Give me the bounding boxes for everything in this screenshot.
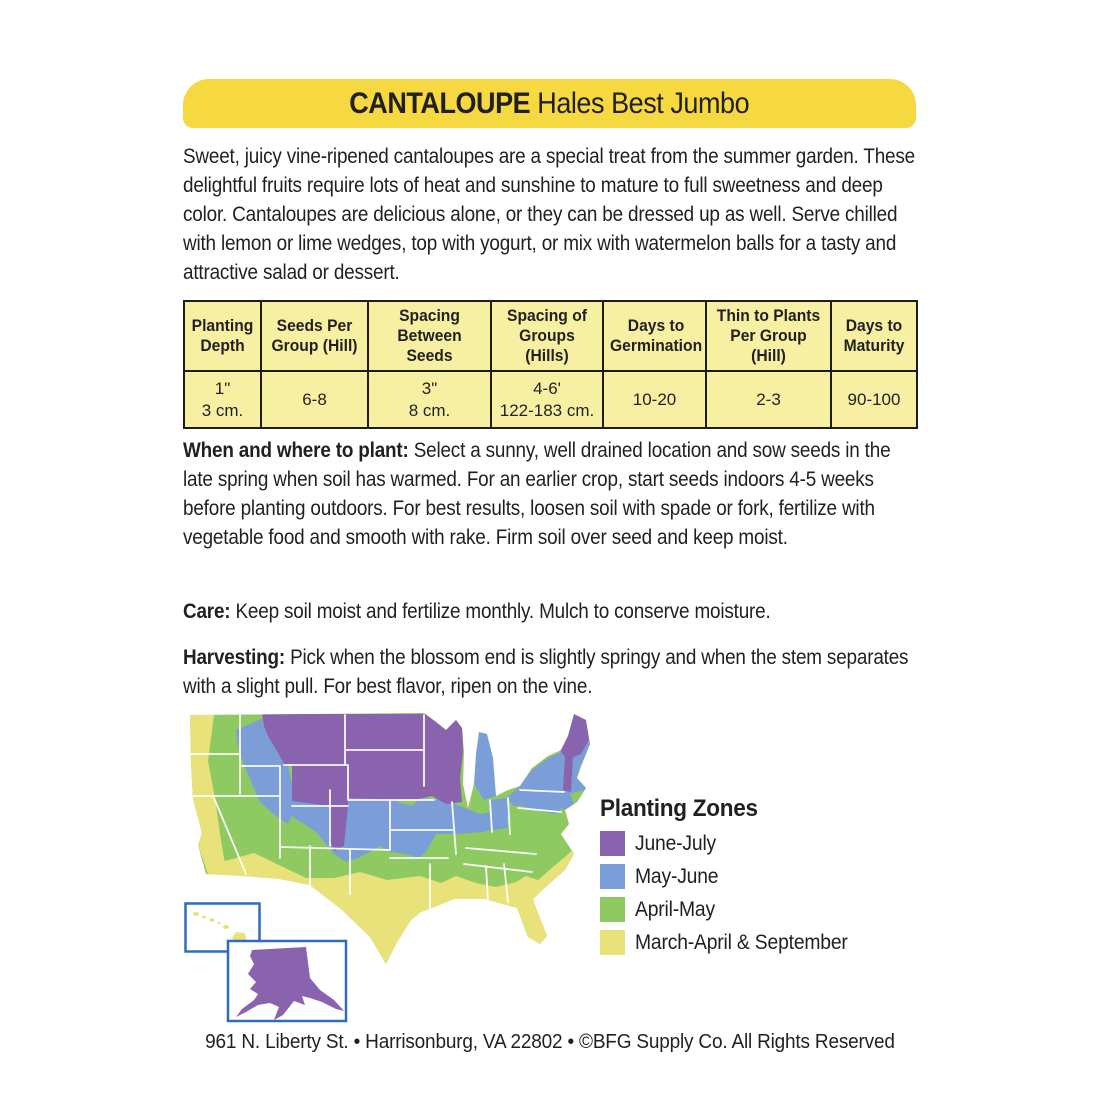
legend-label-april-may: April-May bbox=[635, 897, 715, 921]
care-paragraph: Care: Keep soil moist and fertilize monthly. Mulch to conserve moisture. bbox=[183, 600, 771, 623]
harvesting-paragraph: Harvesting: Pick when the blossom end is slightly springy and when the stem separates with a slight pull. For best flavor, ripen on the vine. bbox=[183, 646, 909, 698]
header-days-to-maturity: Days to Maturity bbox=[831, 301, 917, 371]
title-banner bbox=[183, 79, 916, 128]
legend-item-march-april-september bbox=[600, 930, 930, 955]
footer-address: 961 N. Liberty St. • Harrisonburg, VA 22802 • ©BFG Supply Co. All Rights Reserved bbox=[205, 1031, 895, 1053]
header-seeds-per-group: Seeds Per Group (Hill) bbox=[261, 301, 368, 371]
planting-info-table bbox=[183, 300, 918, 429]
when-where-to-plant-paragraph: When and where to plant: Select a sunny, well drained location and sow seeds in the late spring when soil has warmed. For an earlier crop, start seeds indoors 4-5 weeks before planting outdoors. For best results, loosen soil with spade or fork, fertilize with vegetable food and smooth with rake. Firm soil over seed and keep moist. bbox=[183, 439, 891, 549]
legend-label-march-april-september: March-April & September bbox=[635, 930, 848, 954]
value-spacing-between-seeds: 3" 8 cm. bbox=[368, 371, 491, 428]
legend-title: Planting Zones bbox=[600, 795, 758, 822]
value-seeds-per-group: 6-8 bbox=[261, 371, 368, 428]
value-thin-to-plants: 2-3 bbox=[706, 371, 831, 428]
description-paragraph: Sweet, juicy vine-ripened cantaloupes are a special treat from the summer garden. These delightful fruits require lots of heat and sunshine to mature to full sweetness and deep color. Cantaloupes are delicious alone, or they can be dressed up as well. Serve chilled with lemon or lime wedges, top with yogurt, or mix with watermelon balls for a tasty and attractive salad or dessert. bbox=[183, 145, 915, 284]
header-spacing-of-groups: Spacing of Groups (Hills) bbox=[491, 301, 603, 371]
header-days-to-germination: Days to Germination bbox=[603, 301, 706, 371]
page-title bbox=[350, 87, 750, 121]
variety-name-bold: CANTALOUPE bbox=[349, 86, 531, 120]
legend-label-may-june: May-June bbox=[635, 864, 719, 888]
legend-label-june-july: June-July bbox=[635, 831, 717, 855]
legend-swatch-march-april-september bbox=[600, 930, 625, 955]
value-planting-depth: 1" 3 cm. bbox=[184, 371, 261, 428]
legend-swatch-may-june bbox=[600, 864, 625, 889]
table-value-row bbox=[184, 371, 917, 428]
legend-item-june-july bbox=[600, 831, 930, 856]
map-legend bbox=[600, 795, 930, 955]
alaska-inset bbox=[228, 941, 346, 1021]
value-spacing-of-groups: 4-6' 122-183 cm. bbox=[491, 371, 603, 428]
zone-blue-indiana bbox=[490, 798, 508, 830]
when-where-label: When and where to plant: bbox=[183, 439, 409, 462]
legend-item-april-may bbox=[600, 897, 930, 922]
variety-name-regular: Hales Best Jumbo bbox=[530, 86, 750, 120]
legend-swatch-june-july bbox=[600, 831, 625, 856]
value-days-to-germination: 10-20 bbox=[603, 371, 706, 428]
header-thin-to-plants: Thin to Plants Per Group (Hill) bbox=[706, 301, 831, 371]
header-spacing-between-seeds: Spacing Between Seeds bbox=[368, 301, 491, 371]
header-planting-depth: Planting Depth bbox=[184, 301, 261, 371]
legend-item-may-june bbox=[600, 864, 930, 889]
legend-swatch-april-may bbox=[600, 897, 625, 922]
table-header-row bbox=[184, 301, 917, 371]
harvesting-label: Harvesting: bbox=[183, 646, 286, 669]
care-label: Care: bbox=[183, 600, 231, 623]
value-days-to-maturity: 90-100 bbox=[831, 371, 917, 428]
planting-zones-map bbox=[184, 706, 604, 1026]
